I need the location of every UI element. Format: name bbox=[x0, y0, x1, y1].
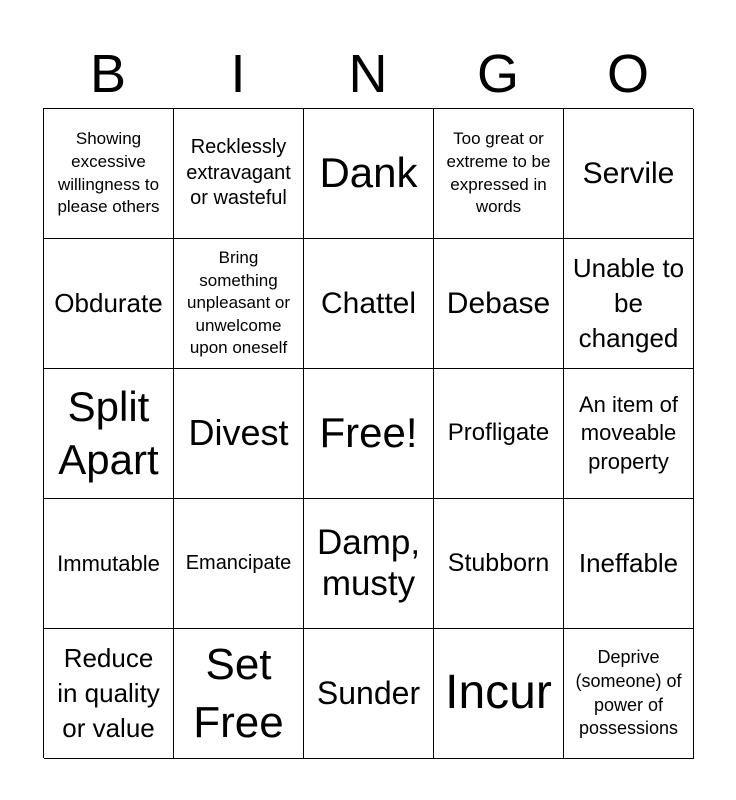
cell-text: Dank bbox=[319, 149, 418, 197]
bingo-cell-r4-c2[interactable] bbox=[174, 499, 304, 629]
header-letter-b: B bbox=[89, 44, 127, 104]
bingo-cell-r3-c1[interactable] bbox=[44, 369, 174, 499]
bingo-cell-r2-c1[interactable] bbox=[44, 239, 174, 369]
cell-text: Showing excessive willingness to please others bbox=[57, 129, 160, 217]
bingo-cell-free[interactable] bbox=[304, 369, 434, 499]
cell-text: Profligate bbox=[447, 419, 550, 447]
cell-text: Divest bbox=[188, 412, 289, 454]
bingo-cell-r5-c3[interactable] bbox=[304, 629, 434, 759]
header-letter-i: I bbox=[230, 44, 246, 104]
cell-text: Incur bbox=[445, 666, 552, 720]
cell-text: Split Apart bbox=[58, 383, 159, 483]
bingo-cell-r2-c5[interactable] bbox=[564, 239, 694, 369]
cell-text: Deprive (someone) of power of possessions bbox=[575, 646, 682, 739]
bingo-cell-r1-c5[interactable] bbox=[564, 109, 694, 239]
bingo-cell-r4-c1[interactable] bbox=[44, 499, 174, 629]
cell-text: Stubborn bbox=[447, 548, 550, 577]
bingo-cell-r4-c5[interactable] bbox=[564, 499, 694, 629]
cell-text: Set Free bbox=[193, 640, 284, 747]
cell-text: Free! bbox=[319, 409, 418, 457]
bingo-cell-r5-c2[interactable] bbox=[174, 629, 304, 759]
bingo-card bbox=[43, 108, 693, 758]
bingo-cell-r4-c4[interactable] bbox=[434, 499, 564, 629]
bingo-cell-r3-c2[interactable] bbox=[174, 369, 304, 499]
header-letter-o: O bbox=[606, 44, 649, 104]
header-letter-n: N bbox=[348, 44, 388, 104]
cell-text: Too great or extreme to be expressed in words bbox=[446, 129, 551, 217]
bingo-cell-r3-c4[interactable] bbox=[434, 369, 564, 499]
bingo-cell-r4-c3[interactable] bbox=[304, 499, 434, 629]
bingo-cell-r1-c2[interactable] bbox=[174, 109, 304, 239]
cell-text: Damp, musty bbox=[316, 522, 421, 603]
bingo-cell-r1-c1[interactable] bbox=[44, 109, 174, 239]
cell-text: Bring something unpleasant or unwelcome upon oneself bbox=[186, 247, 291, 358]
bingo-cell-r5-c5[interactable] bbox=[564, 629, 694, 759]
cell-text: Unable to be changed bbox=[572, 252, 685, 354]
cell-text: Recklessly extravagant or wasteful bbox=[186, 136, 291, 210]
cell-text: Emancipate bbox=[185, 551, 292, 574]
cell-text: Obdurate bbox=[54, 287, 163, 318]
bingo-cell-r5-c4[interactable] bbox=[434, 629, 564, 759]
bingo-cell-r1-c3[interactable] bbox=[304, 109, 434, 239]
bingo-cell-r2-c3[interactable] bbox=[304, 239, 434, 369]
cell-text: Reduce in quality or value bbox=[57, 642, 160, 744]
cell-text: Sunder bbox=[316, 674, 421, 711]
bingo-cell-r3-c5[interactable] bbox=[564, 369, 694, 499]
header-letter-g: G bbox=[476, 44, 519, 104]
bingo-header bbox=[43, 40, 693, 108]
bingo-cell-r5-c1[interactable] bbox=[44, 629, 174, 759]
cell-text: An item of moveable property bbox=[578, 392, 679, 474]
cell-text: Servile bbox=[582, 156, 675, 190]
cell-text: Debase bbox=[446, 286, 551, 320]
cell-text: Ineffable bbox=[578, 547, 679, 578]
bingo-cell-r2-c4[interactable] bbox=[434, 239, 564, 369]
bingo-cell-r2-c2[interactable] bbox=[174, 239, 304, 369]
cell-text: Immutable bbox=[57, 550, 160, 576]
bingo-cell-r1-c4[interactable] bbox=[434, 109, 564, 239]
cell-text: Chattel bbox=[320, 286, 417, 320]
